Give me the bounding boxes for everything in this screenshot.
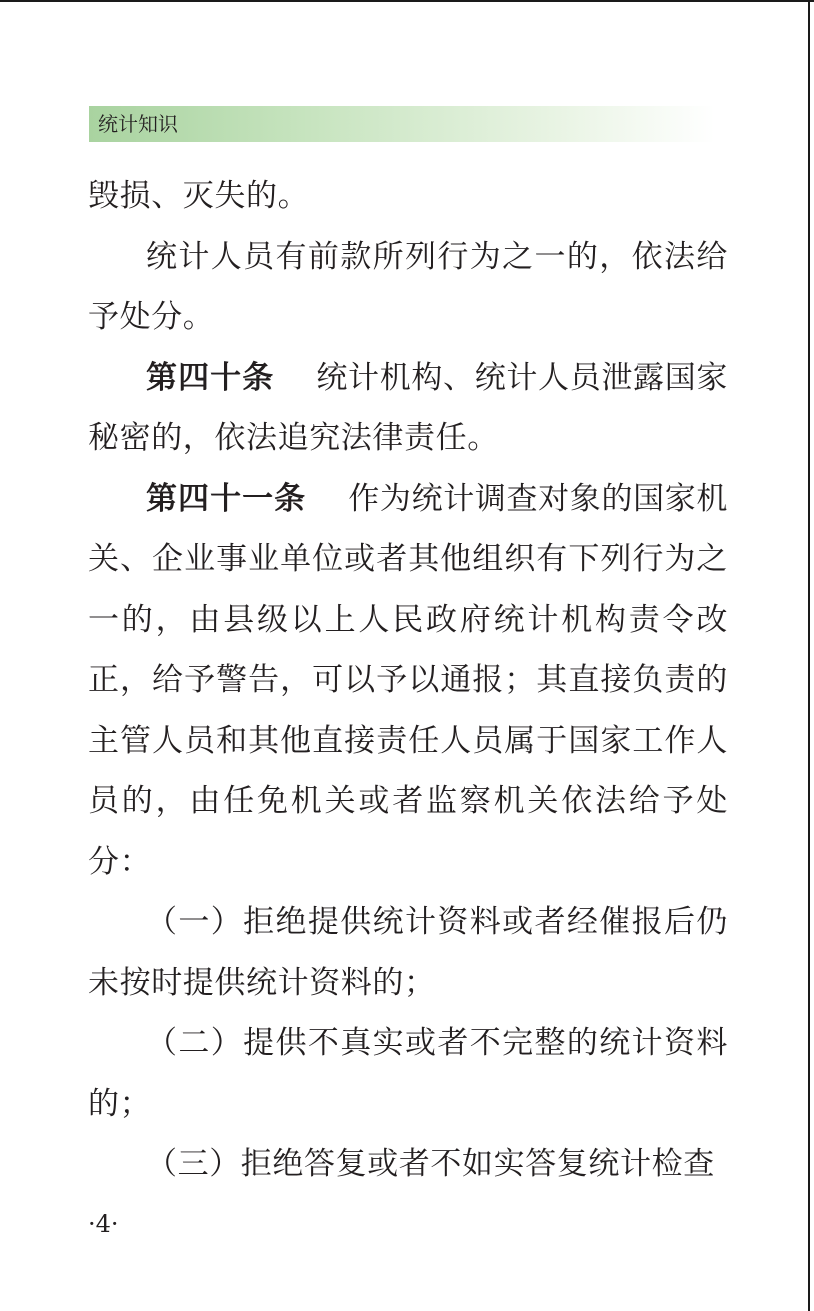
article-41-number: 第四十一条: [146, 480, 307, 517]
list-item: （一）拒绝提供统计资料或者经催报后仍未按时提供统计资料的；: [88, 904, 728, 1001]
list-item: （三）拒绝答复或者不如实答复统计检查: [146, 1146, 715, 1182]
article-40: [88, 348, 728, 469]
paragraph-continuation: 毁损、灭失的。: [88, 178, 310, 214]
article-40-number: 第四十条: [146, 359, 275, 396]
page-right-border: [808, 0, 810, 1311]
page-number: ·4·: [88, 1210, 119, 1238]
list-item: （二）提供不真实或者不完整的统计资料的；: [88, 1025, 728, 1122]
article-41-text: 作为统计调查对象的国家机关、企业事业单位或者其他组织有下列行为之一的，由县级以上人民政府统计机构责令改正，给予警告，可以予以通报；其直接负责的主管人员和其他直接责任人员属于国家工作人员的，由任免机关或者监察机关依法给予处分：: [88, 480, 728, 880]
page-top-border: [0, 0, 814, 2]
section-title: 统计知识: [98, 112, 178, 136]
section-header-band: [89, 106, 715, 142]
document-body: [88, 166, 728, 1195]
paragraph-statistical-staff: 统计人员有前款所列行为之一的，依法给予处分。: [88, 238, 728, 335]
article-40-text: 统计机构、统计人员泄露国家秘密的，依法追究法律责任。: [88, 359, 728, 456]
article-41: [88, 469, 728, 893]
